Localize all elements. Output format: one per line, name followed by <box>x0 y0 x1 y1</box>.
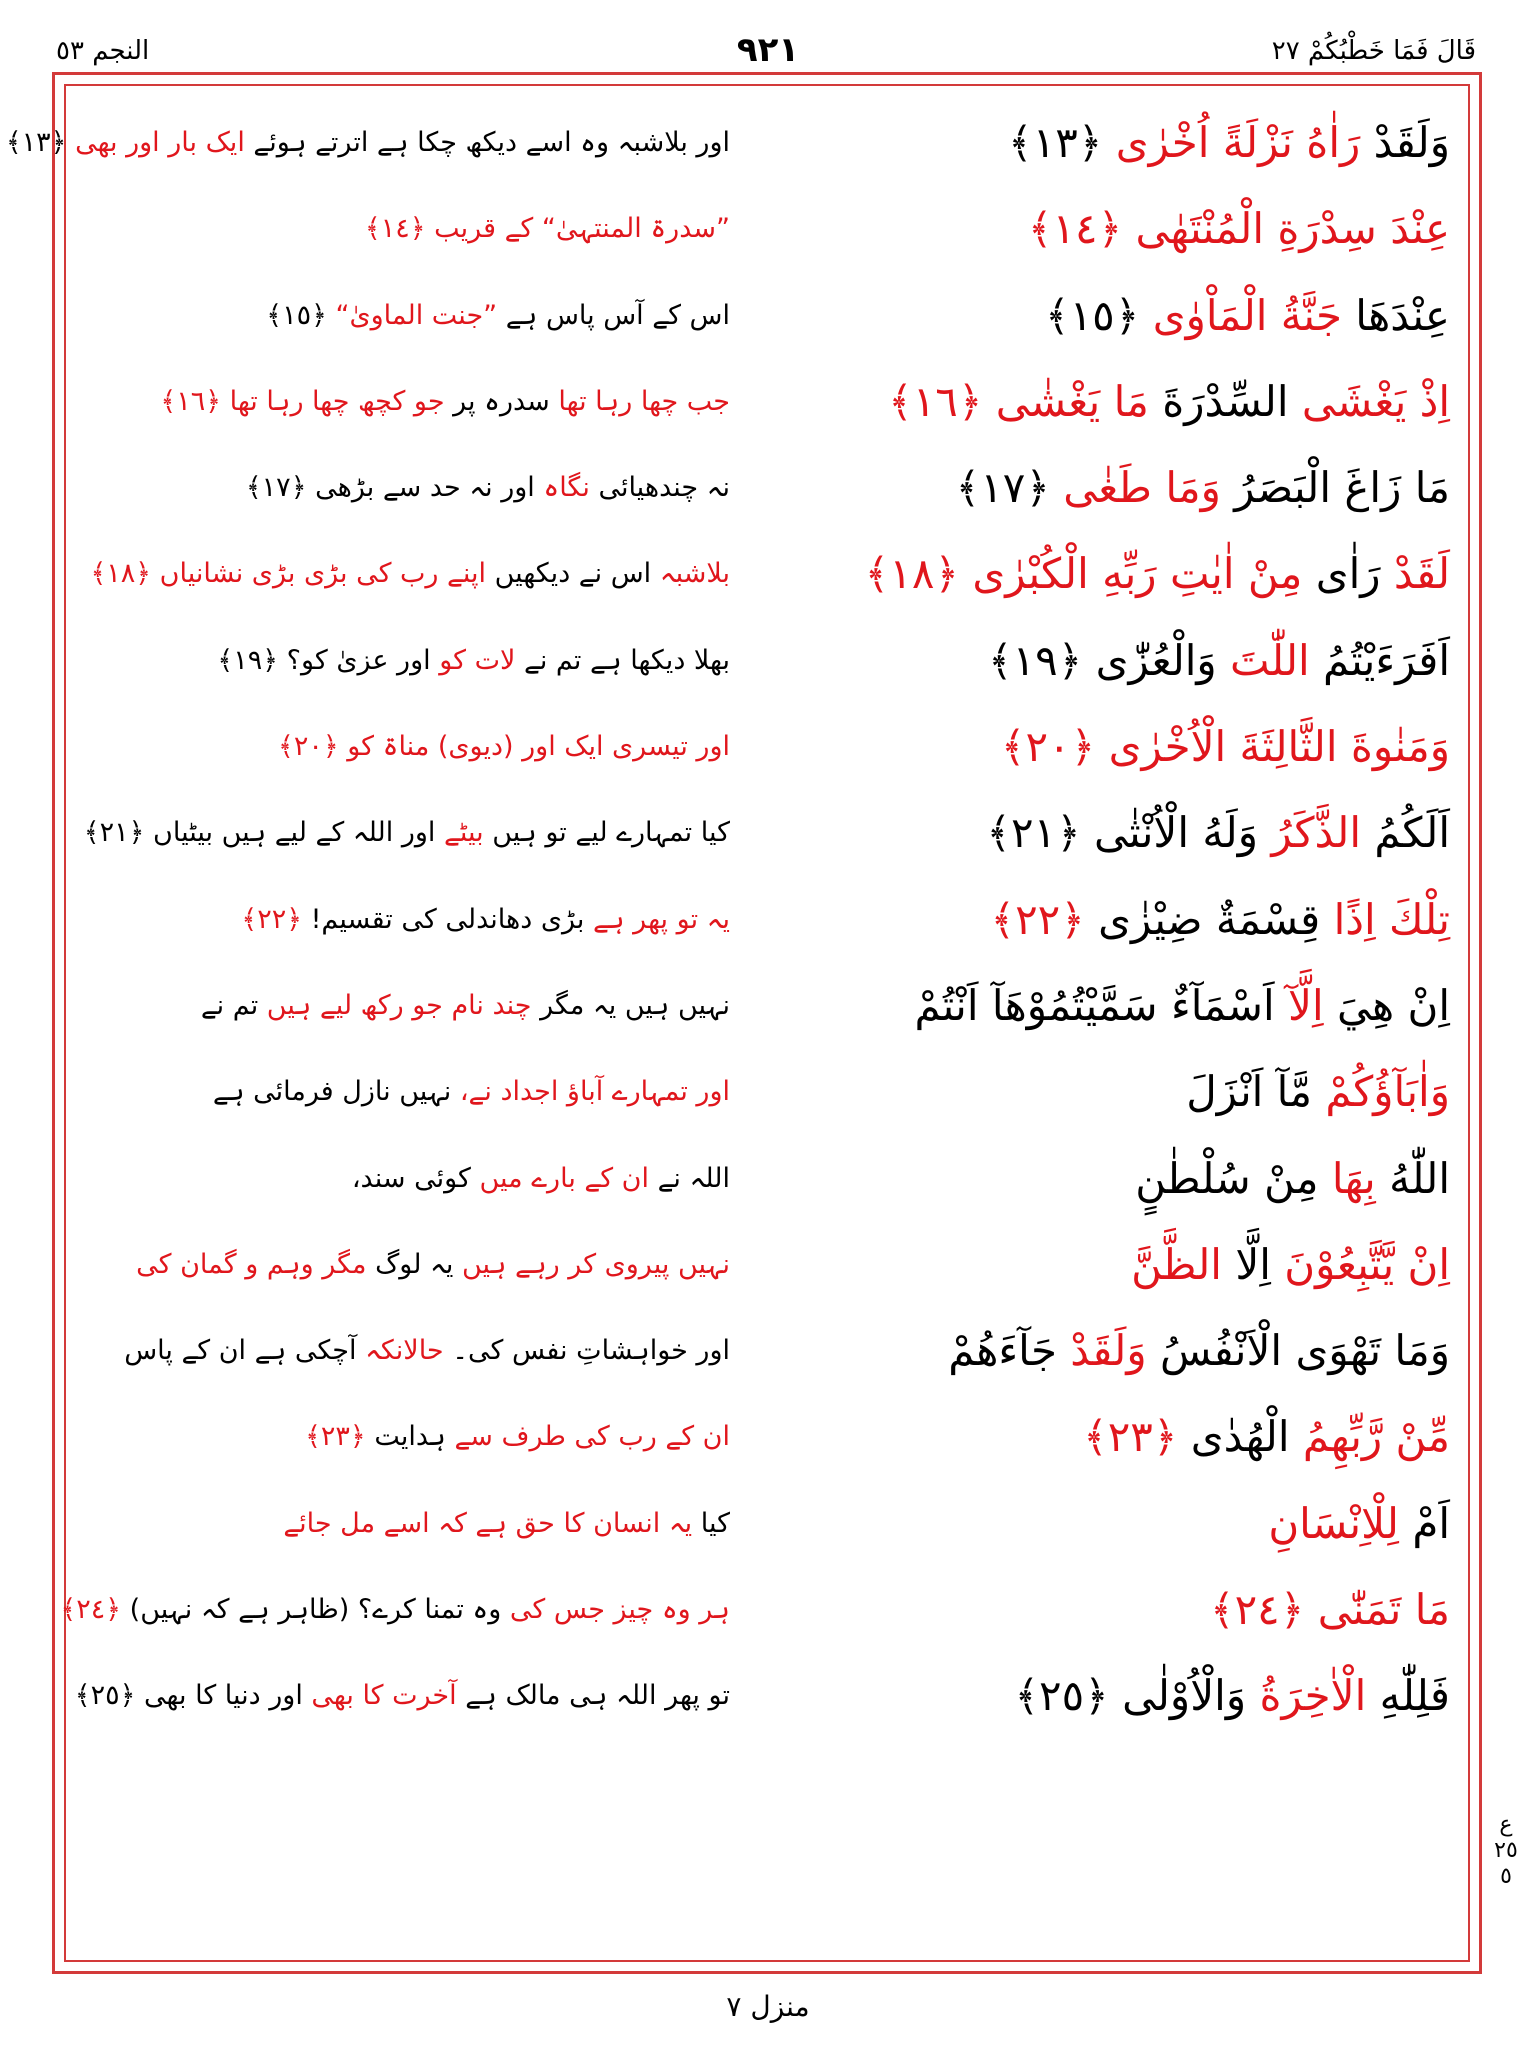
header-surah-part: قَالَ فَمَا خَطْبُكُمْ ٢٧ <box>1271 36 1476 66</box>
arabic-verse <box>760 1481 1450 1567</box>
urdu-segment: کوئی سند، <box>351 1162 480 1194</box>
verse-row <box>60 1567 1470 1653</box>
arabic-verse <box>760 704 1450 790</box>
urdu-segment: اور اللہ کے لیے ہیں بیٹیاں ﴿٢١﴾ <box>83 817 436 849</box>
arabic-segment: مِنْ سُلْطٰنٍ <box>1135 1153 1332 1203</box>
arabic-segment: ﴿٢٤﴾ <box>1210 1585 1318 1635</box>
arabic-segment: الْهُدٰى <box>1190 1412 1303 1462</box>
urdu-translation <box>80 1222 730 1308</box>
arabic-segment: جَنَّةُ الْمَاْوٰى <box>1152 290 1356 340</box>
urdu-segment: ہر وہ چیز جس کی <box>509 1594 730 1626</box>
urdu-segment: ان کے رب کی طرف سے <box>454 1421 730 1453</box>
arabic-segment: ﴿١٧﴾ <box>955 463 1064 513</box>
urdu-segment: ﴿١٣﴾ <box>5 127 76 158</box>
arabic-verse <box>760 445 1450 531</box>
arabic-segment: فَلِلّٰهِ <box>1379 1671 1450 1721</box>
urdu-translation <box>80 445 730 531</box>
urdu-segment: بھلا دیکھا ہے تم نے <box>524 644 730 676</box>
verse-row <box>64 877 1470 963</box>
verse-row <box>64 1653 1470 1739</box>
arabic-verse <box>760 1653 1450 1739</box>
verse-row <box>64 359 1470 445</box>
manzil-footer: منزل ٧ <box>726 1990 810 2023</box>
urdu-segment: اور بلاشبہ وہ اسے دیکھ چکا ہے اترتے ہوئے <box>244 127 730 158</box>
urdu-translation <box>80 963 730 1049</box>
urdu-translation <box>80 1481 730 1567</box>
urdu-segment: ﴿٢٢﴾ <box>241 903 311 935</box>
verse-row <box>64 1308 1470 1394</box>
arabic-verse <box>760 359 1450 445</box>
arabic-segment: قِسْمَةٌ ضِيْزٰى <box>1098 894 1334 944</box>
urdu-segment: کیا <box>692 1507 730 1539</box>
arabic-segment: وَمَنٰوةَ الثَّالِثَةَ الْاُخْرٰى <box>1108 722 1450 772</box>
arabic-segment: وَالْاُوْلٰى ﴿٢٥﴾ <box>1014 1671 1247 1721</box>
urdu-segment: اور تمہارے آباؤ اجداد نے، <box>451 1076 730 1108</box>
urdu-segment: ”جنت الماویٰ“ <box>335 299 506 331</box>
arabic-segment: ﴿٢٠﴾ <box>1000 722 1109 772</box>
urdu-translation <box>80 359 730 445</box>
urdu-segment: یہ انسان کا حق ہے کہ اسے مل جائے <box>283 1507 693 1539</box>
urdu-segment: اور دنیا کا بھی ﴿٢٥﴾ <box>74 1680 303 1712</box>
arabic-segment: مَّآ اَنْزَلَ <box>1186 1067 1312 1117</box>
verse-row <box>64 1394 1470 1480</box>
arabic-segment: عِنْدَهَا <box>1355 290 1450 340</box>
urdu-segment: اور نہ حد سے بڑھی ﴿١٧﴾ <box>245 472 535 504</box>
arabic-segment: لِلْاِنْسَانِ <box>1268 1498 1399 1548</box>
urdu-segment: اور عزیٰ کو؟ ﴿١٩﴾ <box>217 644 431 676</box>
verse-row <box>5 100 1470 186</box>
verse-row <box>64 963 1470 1049</box>
arabic-segment: الظَّنَّ <box>1131 1239 1222 1289</box>
arabic-segment: ﴿١٤﴾ <box>1027 204 1136 254</box>
arabic-segment: اِلَّا <box>1221 1239 1285 1289</box>
arabic-segment: وَاٰبَآؤُكُمْ <box>1311 1067 1450 1117</box>
urdu-segment: ایک بار اور بھی <box>75 127 245 158</box>
arabic-verse <box>760 618 1450 704</box>
arabic-verse <box>760 1049 1450 1135</box>
verse-row <box>64 531 1470 617</box>
urdu-segment: نہیں نازل فرمائی ہے <box>212 1076 452 1108</box>
urdu-translation <box>80 273 730 359</box>
urdu-translation <box>80 790 730 876</box>
verse-row <box>64 1136 1470 1222</box>
arabic-segment: اِلَّآ <box>1274 980 1337 1030</box>
urdu-segment: جب چھا رہا تھا <box>558 385 730 417</box>
page-number: ٩٢١ <box>736 30 800 70</box>
arabic-verse <box>760 963 1450 1049</box>
arabic-segment: عِنْدَ سِدْرَةِ الْمُنْتَهٰى <box>1135 204 1450 254</box>
urdu-segment: مگر وہم و گمان کی <box>136 1248 367 1280</box>
urdu-segment: اس کے آس پاس ہے <box>505 299 730 331</box>
arabic-segment: تِلْكَ اِذًا <box>1333 894 1450 944</box>
arabic-verse <box>760 1222 1450 1308</box>
urdu-segment: اپنے رب کی بڑی بڑی نشانیاں ﴿١٨﴾ <box>90 558 495 590</box>
urdu-translation <box>60 1567 730 1653</box>
urdu-segment: نہیں پیروی کر رہے ہیں <box>461 1248 730 1280</box>
arabic-segment: ﴿١٥﴾ <box>1045 290 1153 340</box>
urdu-segment: ﴿١٤﴾ <box>364 213 435 245</box>
urdu-segment: ”سدرۃ المنتہیٰ“ کے قریب <box>434 213 730 245</box>
urdu-translation <box>80 1308 730 1394</box>
urdu-translation <box>80 704 730 790</box>
urdu-segment: نہیں ہیں یہ مگر <box>540 989 730 1021</box>
urdu-segment: ﴿٢٠﴾ <box>277 731 348 763</box>
arabic-segment: ﴿٢٢﴾ <box>990 894 1099 944</box>
urdu-segment: ﴿٢٤﴾ <box>60 1594 130 1626</box>
urdu-segment: تو پھر اللہ ہی مالک ہے <box>465 1680 730 1712</box>
urdu-segment: اور تیسری ایک اور (دیوی) مناۃ کو <box>347 731 730 763</box>
arabic-verse <box>760 1136 1450 1222</box>
arabic-segment: مَا يَغْشٰى ﴿١٦﴾ <box>888 376 1149 426</box>
urdu-segment: ﴿٢٣﴾ <box>305 1421 375 1453</box>
arabic-segment: اَسْمَآءٌ سَمَّيْتُمُوْهَآ اَنْتُمْ <box>914 980 1275 1030</box>
verse-row <box>64 273 1470 359</box>
arabic-verse <box>760 531 1450 617</box>
verse-rows <box>5 100 1470 1740</box>
arabic-segment: الذَّكَرُ <box>1257 808 1375 858</box>
arabic-verse <box>760 186 1450 272</box>
arabic-verse <box>760 1567 1450 1653</box>
arabic-segment: وَمَا طَغٰى <box>1063 463 1221 513</box>
arabic-segment: جَآءَهُمْ <box>948 1326 1071 1376</box>
urdu-segment: ان کے بارے میں <box>479 1162 649 1194</box>
arabic-segment: اللّٰتَ <box>1216 635 1324 685</box>
arabic-segment: اللّٰهُ <box>1375 1153 1450 1203</box>
urdu-segment: حالانکہ <box>365 1335 444 1367</box>
arabic-segment: اَلَكُمُ <box>1374 808 1450 858</box>
urdu-segment: سدرہ پر <box>444 385 559 417</box>
arabic-verse <box>760 790 1450 876</box>
arabic-segment: وَلَقَدْ <box>1360 118 1450 167</box>
arabic-segment: ﴿١٣﴾ <box>1008 118 1116 167</box>
verse-row <box>64 186 1470 272</box>
verse-row <box>64 618 1470 704</box>
urdu-segment: آخرت کا بھی <box>302 1680 466 1712</box>
urdu-segment: جو کچھ چھا رہا تھا ﴿١٦﴾ <box>160 385 445 417</box>
arabic-segment: بِهَا <box>1331 1153 1376 1203</box>
arabic-segment: لَقَدْ <box>1380 549 1450 599</box>
arabic-segment: مِنْ اٰيٰتِ رَبِّهِ الْكُبْرٰى ﴿١٨﴾ <box>864 549 1316 599</box>
urdu-translation <box>74 1653 730 1739</box>
arabic-segment: ﴿٢٣﴾ <box>1083 1412 1191 1462</box>
urdu-segment: چند نام جو رکھ لیے ہیں <box>258 989 541 1021</box>
verse-row <box>64 1049 1470 1135</box>
verse-row <box>64 790 1470 876</box>
urdu-translation <box>80 186 730 272</box>
urdu-translation <box>80 1394 730 1480</box>
urdu-translation <box>80 618 730 704</box>
urdu-segment: یہ تو پھر ہے <box>592 903 730 935</box>
arabic-segment: رَاٰهُ نَزْلَةً اُخْرٰى <box>1115 118 1361 167</box>
urdu-segment: نہ چندھیائی <box>598 472 730 504</box>
urdu-translation <box>80 1136 730 1222</box>
urdu-segment: یہ لوگ <box>366 1248 462 1280</box>
arabic-segment: مَا تَمَنّٰى <box>1317 1585 1450 1635</box>
arabic-segment: اِنْ هِيَ <box>1336 980 1450 1030</box>
arabic-segment: مَا زَاغَ الْبَصَرُ <box>1220 463 1450 513</box>
urdu-segment: اس نے دیکھیں <box>494 558 652 590</box>
arabic-segment: اِذْ يَغْشَى <box>1301 376 1450 426</box>
urdu-segment: لات کو <box>430 644 525 676</box>
urdu-segment: بیٹے <box>435 817 493 849</box>
verse-row <box>64 1222 1470 1308</box>
arabic-verse <box>760 273 1450 359</box>
verse-row <box>64 704 1470 790</box>
urdu-segment: ہدایت <box>374 1421 455 1453</box>
arabic-segment: وَمَا تَهْوَى الْاَنْفُسُ <box>1146 1326 1450 1376</box>
arabic-segment: رَاٰى <box>1315 549 1381 599</box>
arabic-verse <box>760 877 1450 963</box>
arabic-segment: اَفَرَءَيْتُمُ <box>1323 635 1450 685</box>
urdu-translation <box>80 1049 730 1135</box>
arabic-verse <box>760 1308 1450 1394</box>
urdu-segment: تم نے <box>200 989 259 1021</box>
urdu-segment: اور خواہشاتِ نفس کی۔ <box>443 1335 730 1367</box>
arabic-segment: مِّنْ رَّبِّهِمُ <box>1302 1412 1450 1462</box>
verse-row <box>64 445 1470 531</box>
urdu-translation <box>5 100 730 186</box>
urdu-segment: بلاشبہ <box>651 558 730 590</box>
arabic-segment: الْاٰخِرَةُ <box>1246 1671 1380 1721</box>
arabic-segment: وَلَهُ الْاُنْثٰى ﴿٢١﴾ <box>986 808 1258 858</box>
arabic-segment: وَالْعُزّٰى ﴿١٩﴾ <box>987 635 1217 685</box>
header-surah-name: النجم ٥٣ <box>56 36 150 66</box>
urdu-segment: اللہ نے <box>649 1162 730 1194</box>
arabic-segment: اَمْ <box>1398 1498 1450 1548</box>
urdu-segment: ﴿١٥﴾ <box>266 299 336 331</box>
urdu-segment: کیا تمہارے لیے تو ہیں <box>492 817 730 849</box>
urdu-translation <box>80 877 730 963</box>
arabic-segment: اِنْ يَّتَّبِعُوْنَ <box>1284 1239 1450 1289</box>
arabic-verse <box>760 1394 1450 1480</box>
urdu-segment: آچکی ہے ان کے پاس <box>124 1335 366 1367</box>
urdu-segment: نگاہ <box>534 472 599 504</box>
urdu-translation <box>80 531 730 617</box>
urdu-segment: وہ تمنا کرے؟ (ظاہر ہے کہ نہیں) <box>129 1594 510 1626</box>
arabic-segment: وَلَقَدْ <box>1070 1326 1147 1376</box>
arabic-segment: السِّدْرَةَ <box>1148 376 1302 426</box>
verse-row <box>64 1481 1470 1567</box>
ruku-marker: ع ٢٥ ٥ <box>1494 1812 1518 1889</box>
arabic-verse <box>760 100 1450 186</box>
urdu-segment: بڑی دھاندلی کی تقسیم! <box>310 903 593 935</box>
